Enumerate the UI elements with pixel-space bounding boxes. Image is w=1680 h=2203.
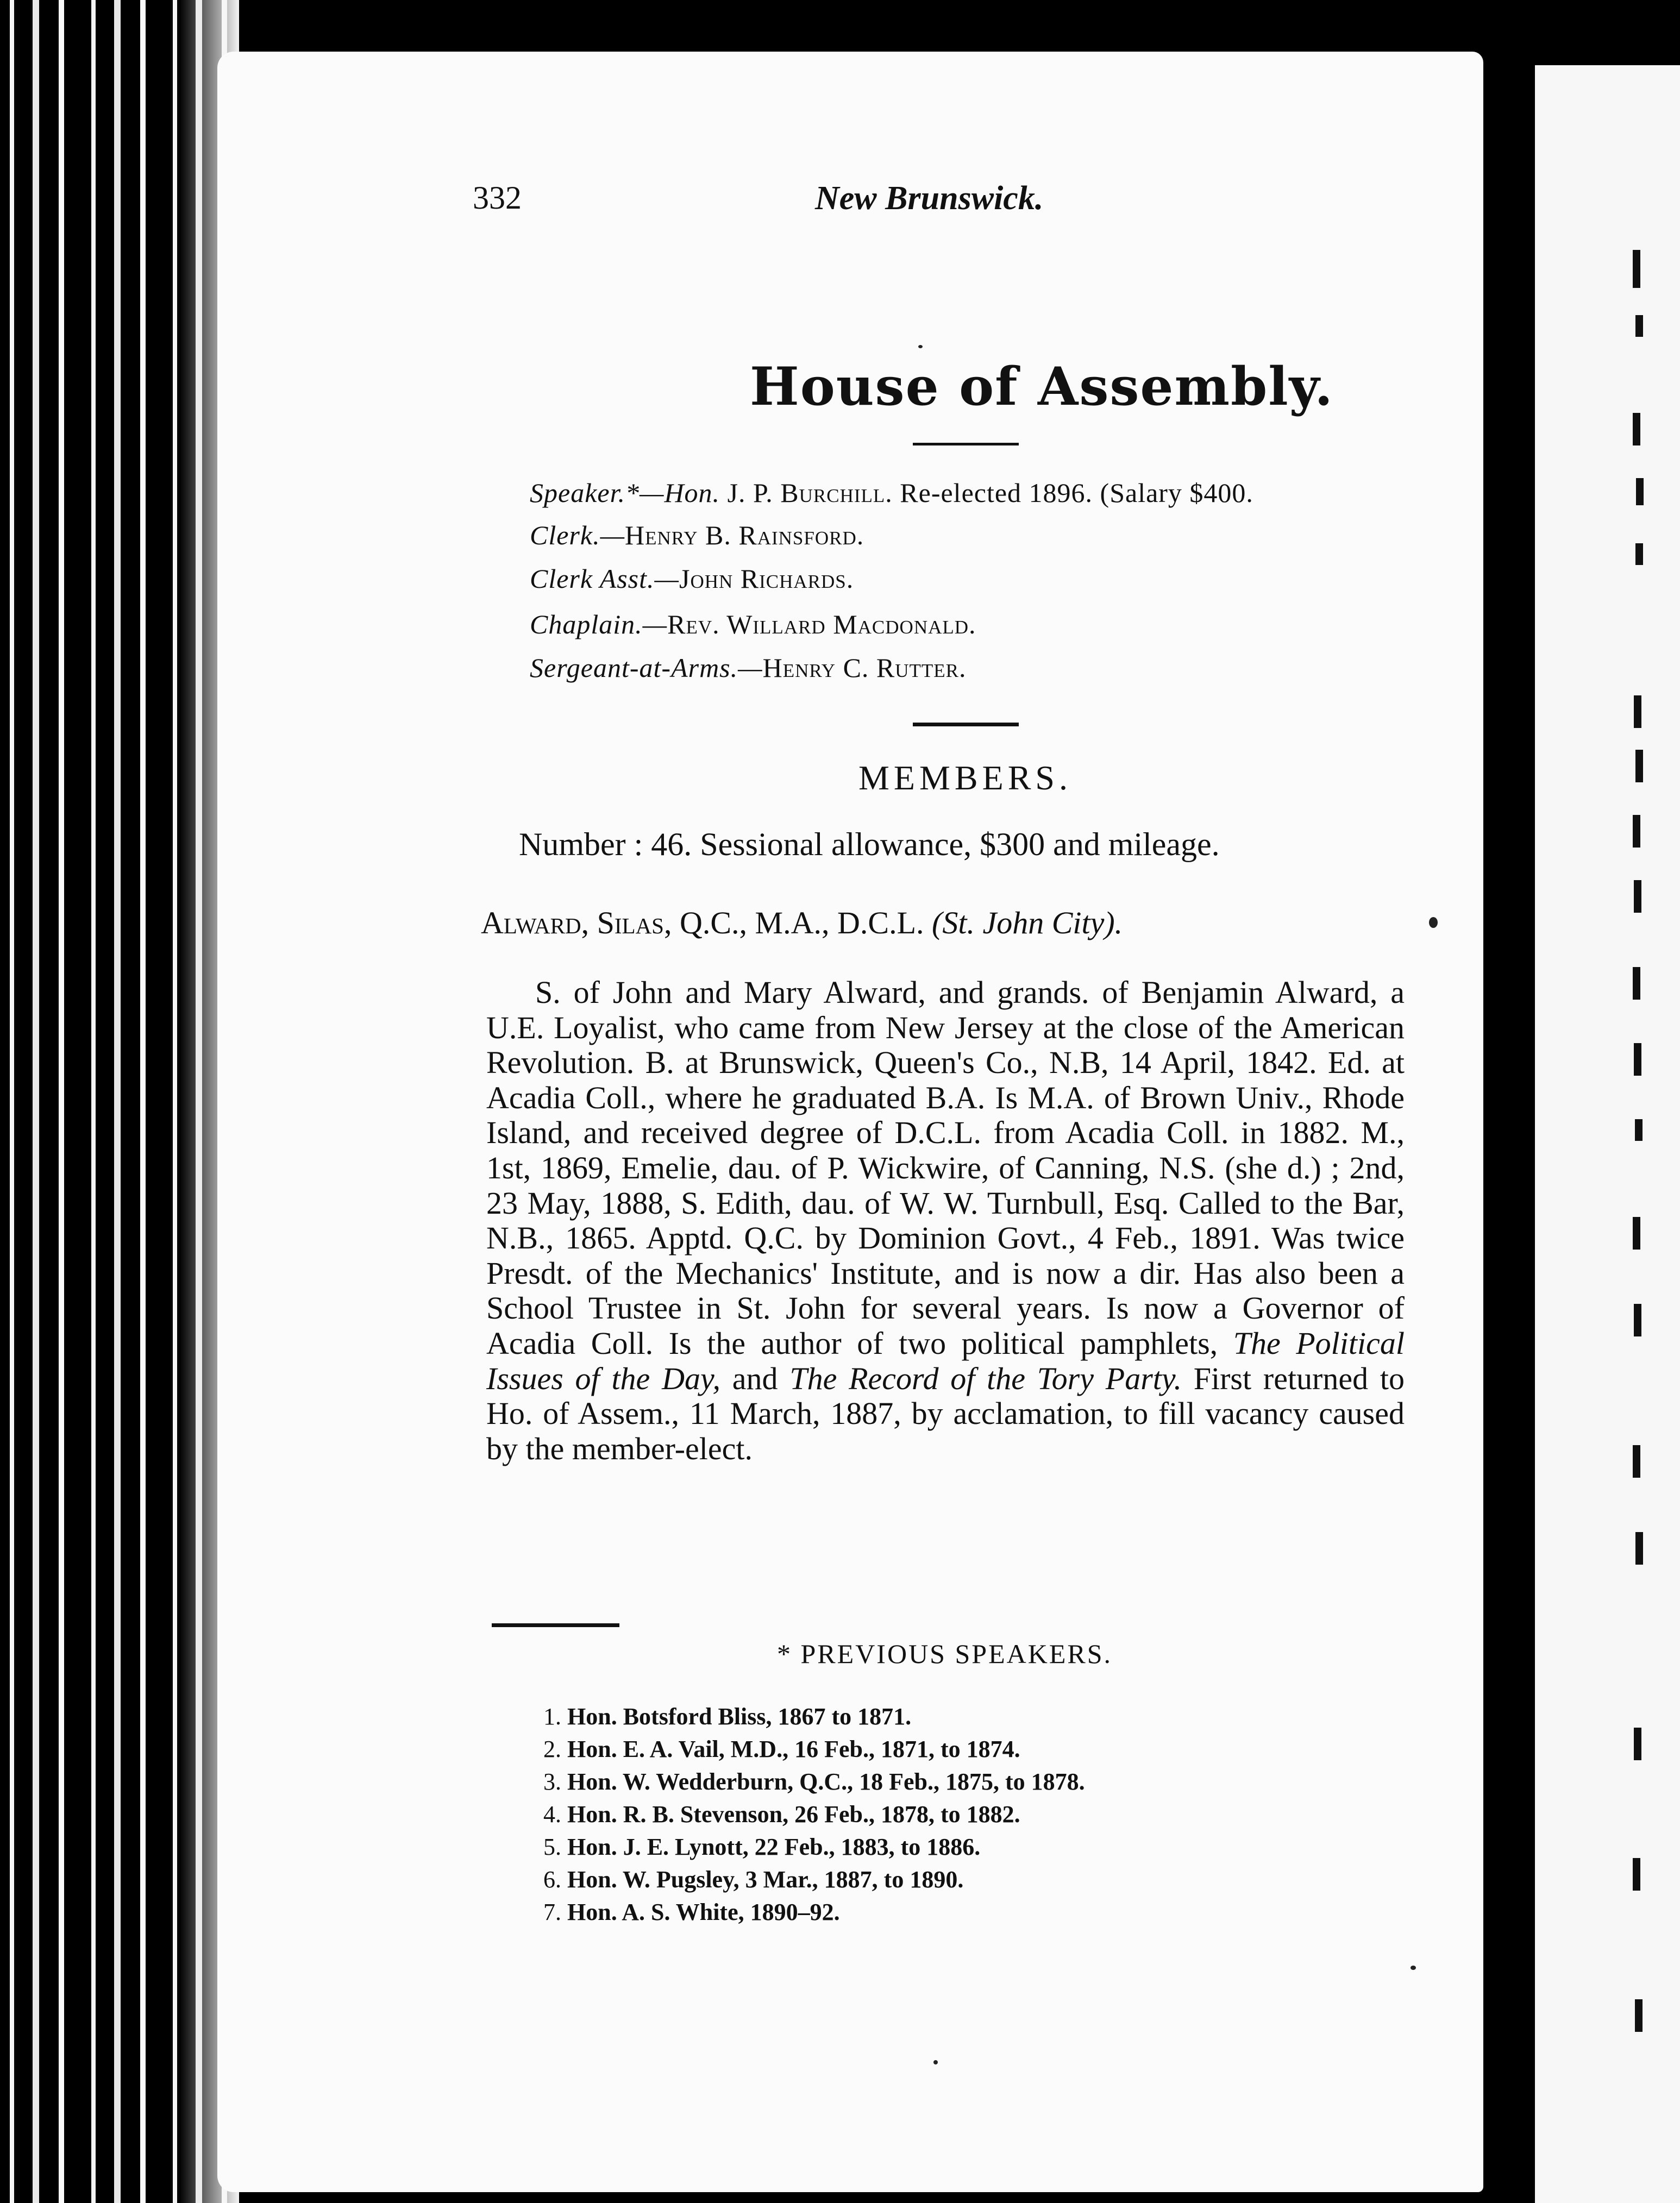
officer-chaplain xyxy=(530,608,976,640)
item-number: 4. xyxy=(543,1801,561,1828)
member-degrees: Q.C., M.A., D.C.L. xyxy=(679,905,924,940)
item-text: Hon. R. B. Stevenson, 26 Feb., 1878, to 1882. xyxy=(567,1801,1020,1828)
running-head: New Brunswick. xyxy=(815,180,1044,217)
section-title: House of Assembly. xyxy=(750,356,1334,417)
officer-role: Clerk.— xyxy=(530,520,625,550)
list-item xyxy=(543,1863,1085,1896)
officer-note: Re-elected 1896. (Salary $400. xyxy=(900,478,1253,508)
title-rule xyxy=(913,443,1019,445)
item-text: Hon. J. E. Lynott, 22 Feb., 1883, to 1886. xyxy=(567,1834,981,1860)
facing-page-edge xyxy=(1535,65,1680,2203)
scan-speck xyxy=(933,2060,938,2064)
member-given-name: Silas, xyxy=(597,905,672,940)
item-text: Hon. E. A. Vail, M.D., 16 Feb., 1871, to 1874. xyxy=(567,1736,1020,1762)
member-constituency: (St. John City). xyxy=(932,905,1123,940)
officer-role: Speaker.*—Hon. xyxy=(530,478,720,508)
list-item xyxy=(543,1896,1085,1929)
footnote-rule xyxy=(492,1623,619,1627)
members-heading: MEMBERS. xyxy=(858,758,1072,797)
list-item xyxy=(543,1798,1085,1831)
officer-clerk xyxy=(530,519,864,551)
item-number: 5. xyxy=(543,1834,561,1860)
officer-name: Henry C. Rutter. xyxy=(762,652,967,683)
list-item xyxy=(543,1733,1085,1766)
previous-speakers-heading: * PREVIOUS SPEAKERS. xyxy=(777,1639,1113,1669)
officer-name: Rev. Willard Macdonald. xyxy=(667,609,976,639)
officer-name: J. P. Burchill. xyxy=(727,478,893,508)
officer-clerk-assistant xyxy=(530,563,854,594)
member-heading xyxy=(481,905,1123,941)
scan-speck xyxy=(1411,1966,1416,1970)
item-text: Hon. W. Pugsley, 3 Mar., 1887, to 1890. xyxy=(567,1866,964,1893)
scan-speck xyxy=(918,345,923,348)
member-surname: Alward, xyxy=(481,905,590,940)
pamphlet-title: The Political Issues of the Day, xyxy=(486,1325,1405,1396)
item-text: Hon. W. Wedderburn, Q.C., 18 Feb., 1875, to 1878. xyxy=(567,1768,1085,1795)
list-item xyxy=(543,1831,1085,1863)
item-number: 2. xyxy=(543,1736,561,1762)
officer-sergeant-at-arms xyxy=(530,652,967,683)
item-text: Hon. Botsford Bliss, 1867 to 1871. xyxy=(567,1703,912,1730)
member-biography xyxy=(486,975,1405,1466)
item-number: 1. xyxy=(543,1703,561,1730)
item-number: 6. xyxy=(543,1866,561,1893)
list-item xyxy=(543,1766,1085,1798)
officer-role: Chaplain.— xyxy=(530,609,668,639)
members-note: Number : 46. Sessional allowance, $300 and mileage. xyxy=(519,826,1220,862)
bio-text: S. of John and Mary Alward, and grands. of Benjamin Alward, a U.E. Loyalist, who came from New Jersey at the close of the American Revolution. B. at Brunswick, Queen's Co., N.B, 14 April, 1842. Ed. at Acadia Coll., where he graduated B.A. Is M.A. of Brown Univ., Rhode Island, and received degree of D.C.L. from Acadia Coll. in 1882. M., 1st, 1869, Emelie, dau. of P. Wickwire, of Canning, N.S. (she d.) ; 2nd, 23 May, 1888, S. Edith, dau. of W. W. Turnbull, Esq. Called to the Bar, N.B., 1865. Apptd. Q.C. by Dominion Govt., 4 Feb., 1891. Was twice Presdt. of the Mechanics' Institute, and is now a dir. Has also been a School Trustee in St. John for several years. Is now a Governor of Acadia Coll. Is the author of two political pamphlets, xyxy=(486,975,1405,1361)
bio-text: First returned to Ho. of Assem., 11 March, 1887, by acclamation, to fill vacancy caused by the member-elect. xyxy=(486,1360,1405,1466)
item-text: Hon. A. S. White, 1890–92. xyxy=(567,1899,840,1925)
bio-text: and xyxy=(732,1360,778,1396)
item-number: 7. xyxy=(543,1899,561,1925)
previous-speakers-list xyxy=(543,1700,1085,1929)
list-item xyxy=(543,1700,1085,1733)
pamphlet-title: The Record of the Tory Party. xyxy=(789,1360,1182,1396)
page-number: 332 xyxy=(473,180,522,216)
officers-rule xyxy=(913,723,1019,726)
officer-name: Henry B. Rainsford. xyxy=(625,520,864,550)
officer-role: Sergeant-at-Arms.— xyxy=(530,652,763,683)
item-number: 3. xyxy=(543,1768,561,1795)
officer-speaker xyxy=(530,477,1253,509)
scan-speck xyxy=(1429,917,1438,928)
officer-name: John Richards. xyxy=(679,563,854,594)
officer-role: Clerk Asst.— xyxy=(530,563,679,594)
